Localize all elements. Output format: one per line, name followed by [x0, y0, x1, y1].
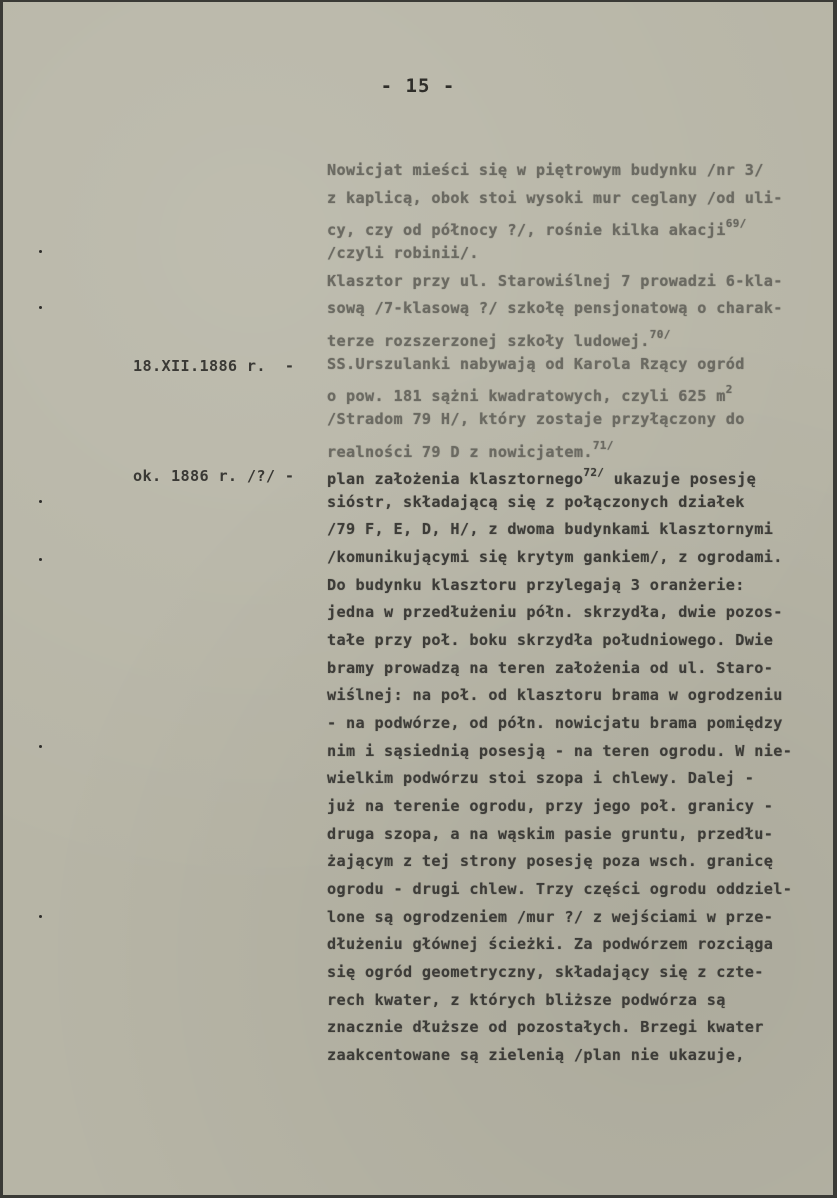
text-line	[327, 467, 756, 487]
text-line	[327, 879, 793, 898]
date-entry: 18.XII.1886 r. -	[133, 356, 295, 375]
footnote-marker: 71/	[592, 438, 614, 452]
text-line	[327, 522, 773, 537]
text-line	[327, 384, 733, 404]
text-line	[327, 716, 783, 731]
text-line	[327, 990, 726, 1009]
text-line	[327, 301, 783, 316]
text-line	[327, 937, 773, 952]
text-line	[327, 854, 773, 869]
text-line-content: /komunikującymi się krytym gankiem/, z ogrodami.	[327, 548, 783, 567]
text-line-content: realności 79 D z nowicjatem.	[327, 442, 593, 461]
text-line-content: /Stradom 79 H/, który zostaje przyłączony do	[327, 409, 745, 428]
text-line	[327, 658, 774, 677]
footnote-marker: 70/	[649, 327, 671, 341]
margin-dot	[39, 500, 42, 503]
text-line-content: lone są ogrodzeniem /mur ?/ z wejściami w prze-	[327, 907, 774, 926]
text-line-content: SS.Urszulanki nabywają od Karola Rzący ogród	[327, 354, 745, 373]
text-line-content: o pow. 181 sążni kwadratowych, czyli 625 m	[327, 387, 726, 406]
text-line	[327, 962, 764, 981]
text-line-content: już na terenie ogrodu, przy jego poł. granicy -	[327, 796, 774, 815]
margin-dot	[39, 558, 42, 561]
text-line-content: /czyli robinii/.	[327, 243, 479, 262]
page-number: - 15 -	[380, 75, 456, 97]
text-line	[327, 771, 754, 786]
text-line-content: sową /7-klasową ?/ szkołę pensjonatową o charak-	[327, 299, 783, 318]
text-line-content: tałe przy poł. boku skrzydła południowego. Dwie	[327, 631, 774, 650]
text-line	[327, 188, 783, 207]
text-line	[327, 492, 745, 511]
text-line	[327, 163, 764, 178]
margin-dot	[39, 306, 42, 309]
text-line	[327, 633, 773, 648]
footnote-marker: 69/	[725, 217, 747, 231]
text-line	[327, 575, 745, 594]
text-line	[327, 824, 774, 843]
document-page	[3, 2, 833, 1195]
text-line-content: wiślnej: na poł. od klasztoru brama w ogrodzeniu	[327, 686, 783, 705]
text-line-content: /79 F, E, D, H/, z dwoma budynkami klasztornymi	[327, 520, 774, 539]
text-line	[327, 688, 783, 703]
text-line	[327, 243, 479, 262]
text-line	[327, 550, 783, 565]
footnote-marker: 72/	[583, 466, 605, 480]
text-line	[327, 329, 671, 349]
margin-dot	[39, 915, 42, 918]
margin-dot	[39, 250, 42, 253]
text-line	[327, 796, 774, 815]
text-line	[327, 271, 783, 290]
text-line-content: nim i sąsiednią posesją - na teren ogrodu. W nie-	[327, 741, 793, 760]
text-line	[327, 741, 793, 760]
text-line-content: znacznie dłuższe od pozostałych. Brzegi kwater	[327, 1018, 764, 1037]
text-line-content: Klasztor przy ul. Starowiślnej 7 prowadzi 6-kla-	[327, 271, 783, 290]
margin-dot	[39, 745, 42, 748]
text-line	[327, 907, 774, 926]
text-line-content: Nowicjat mieści się w piętrowym budynku /nr 3/	[327, 161, 764, 179]
footnote-marker: 2	[725, 383, 733, 397]
text-line-continuation: ukazuje posesję	[604, 470, 757, 489]
text-line-content: jedna w przedłużeniu półn. skrzydła, dwie pozos-	[327, 603, 783, 622]
text-line-content: rech kwater, z których bliższe podwórza są	[327, 990, 726, 1009]
text-line-content: - na podwórze, od półn. nowicjatu brama pomiędzy	[327, 714, 783, 732]
text-line	[327, 218, 747, 238]
text-line-content: żającym z tej strony posesję poza wsch. granicę	[327, 852, 774, 871]
text-line-content: ogrodu - drugi chlew. Trzy części ogrodu oddziel-	[327, 879, 793, 898]
text-line	[327, 354, 745, 373]
text-line-content: cy, czy od północy ?/, rośnie kilka akacji	[327, 221, 726, 240]
text-line-content: terze rozszerzonej szkoły ludowej.	[327, 331, 650, 350]
date-entry: ok. 1886 r. /?/ -	[133, 467, 295, 486]
text-line	[327, 440, 614, 460]
text-line	[327, 605, 783, 620]
text-line-content: bramy prowadzą na teren założenia od ul. Staro-	[327, 658, 774, 677]
text-line-content: Do budynku klasztoru przylegają 3 oranżerie:	[327, 575, 745, 594]
text-line	[327, 1045, 745, 1064]
text-line-content: wielkim podwórzu stoi szopa i chlewy. Dalej -	[327, 769, 755, 788]
text-line-content: zaakcentowane są zielenią /plan nie ukazuje,	[327, 1045, 745, 1064]
text-line-content: dłużeniu głównej ścieżki. Za podwórzem rozciąga	[327, 935, 774, 954]
text-line-content: się ogród geometryczny, składający się z czte-	[327, 962, 764, 981]
text-line-content: druga szopa, a na wąskim pasie gruntu, przedłu-	[327, 824, 774, 843]
text-line-content: z kaplicą, obok stoi wysoki mur ceglany /od uli-	[327, 188, 783, 207]
text-line-content: plan założenia klasztornego	[327, 470, 584, 489]
text-line	[327, 1020, 764, 1035]
text-line-content: sióstr, składającą się z połączonych działek	[327, 492, 745, 511]
text-line	[327, 409, 745, 428]
